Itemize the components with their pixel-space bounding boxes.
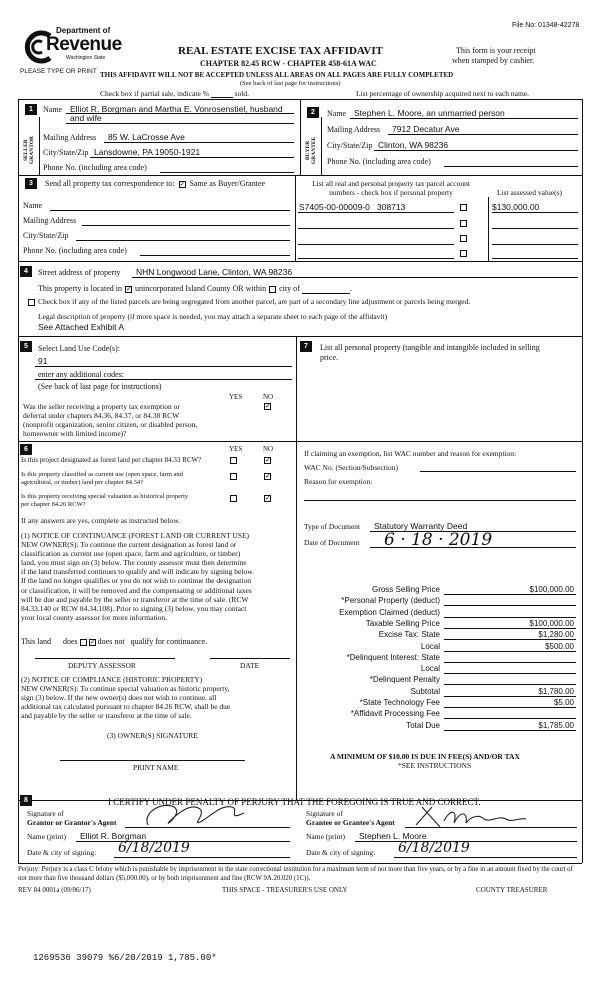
section-6-marker: 6 bbox=[20, 444, 32, 455]
receipt-line2: when stamped by cashier. bbox=[452, 56, 535, 65]
claim-exemption-label: If claiming an exemption, list WAC number and reason for exemption: bbox=[304, 449, 517, 458]
current-use-yes-checkbox[interactable] bbox=[230, 473, 237, 480]
wac-field[interactable] bbox=[420, 471, 576, 472]
buyer-mail-label: Mailing Address bbox=[327, 125, 381, 134]
section-8-marker: 8 bbox=[20, 795, 32, 806]
send-correspondence: Send all property tax correspondence to: ✓ Same as Buyer/Grantee bbox=[45, 179, 266, 188]
buyer-city[interactable]: Clinton, WA 98236 bbox=[378, 140, 449, 150]
perjury-notice: Perjury: Perjury is a class C felony which is punishable by imprisonment in the state correctional institution for a maximum term of not more than five years, or by a fine in an amount fixed by the court of not more than five thousand dollars ($5,000.00), or by both imprisonment and fine (RCW 9A.20.020 (1C)). bbox=[18, 866, 573, 882]
grantor-date[interactable]: 6/18/2019 bbox=[118, 840, 190, 856]
seller-city-label: City/State/Zip bbox=[43, 148, 89, 157]
seller-grantor-label: SELLER GRANTOR bbox=[23, 136, 35, 165]
sec6-no: NO bbox=[263, 445, 274, 453]
tax-row-label: Local bbox=[420, 641, 440, 651]
tax-row-label: Excise Tax: State bbox=[378, 630, 440, 640]
legal-desc-value[interactable]: See Attached Exhibit A bbox=[38, 322, 125, 332]
reason-field[interactable] bbox=[304, 500, 576, 501]
historical-yes-checkbox[interactable] bbox=[230, 495, 237, 502]
seller-phone-field[interactable] bbox=[160, 172, 294, 173]
please-type: PLEASE TYPE OR PRINT bbox=[20, 68, 97, 75]
notice-line: sign (3) below. If the new owner(s) does not wish to continue, all bbox=[21, 693, 217, 703]
county-treasurer: COUNTY TREASURER bbox=[476, 886, 548, 894]
tax-row-label: *State Technology Fee bbox=[359, 698, 440, 707]
forest-yes-checkbox[interactable] bbox=[230, 457, 237, 464]
grantee-signature-icon bbox=[410, 801, 530, 833]
personal-property-checkbox-3[interactable] bbox=[460, 235, 467, 242]
seller-mail[interactable]: 85 W. LaCrosse Ave bbox=[108, 132, 185, 142]
sec6-yes: YES bbox=[229, 445, 243, 453]
dor-line1: Department of bbox=[56, 26, 111, 35]
personal-property-checkbox-4[interactable] bbox=[460, 250, 467, 257]
tax-row-value[interactable]: $1,280.00 bbox=[538, 630, 574, 640]
tax-row-label: *Delinquent Penalty bbox=[369, 675, 440, 685]
partial-pct-field[interactable] bbox=[211, 90, 233, 98]
doc-date-label: Date of Document bbox=[304, 538, 360, 547]
notice-line: land, you must sign on (3) below. The county assessor must then determine bbox=[21, 558, 247, 568]
corr-phone-field[interactable] bbox=[140, 255, 290, 256]
form-warning: THIS AFFIDAVIT WILL NOT BE ACCEPTED UNLESS ALL AREAS ON ALL PAGES ARE FULLY COMPLETED bbox=[100, 71, 454, 79]
exemption-no-checkbox[interactable]: ✓ bbox=[265, 402, 271, 410]
notice-line: will be due and payable by the seller or transferor at the time of sale. (RCW bbox=[21, 594, 249, 604]
notice-line: if the land transferred continues to qualify and will indicate by signing below. bbox=[21, 567, 254, 577]
tax-row-value[interactable]: $1,785.00 bbox=[538, 720, 574, 730]
notice-line: your local county assessor for more information. bbox=[21, 612, 168, 622]
corr-mail-field[interactable] bbox=[82, 225, 290, 226]
assessed-header: List assessed value(s) bbox=[497, 188, 562, 197]
ownership-note: List percentage of ownership acquired next to each name. bbox=[356, 89, 530, 98]
seller-name-label: Name bbox=[43, 105, 63, 114]
additional-codes-label: enter any additional codes: bbox=[38, 370, 124, 379]
buyer-phone-label: Phone No. (including area code) bbox=[327, 157, 431, 166]
corr-name-label: Name bbox=[23, 201, 43, 210]
corr-city-label: City/State/Zip bbox=[23, 231, 69, 240]
seller-mail-label: Mailing Address bbox=[43, 133, 97, 142]
city-checkbox[interactable] bbox=[269, 286, 276, 293]
parcel-number[interactable]: S7405-00-00009-0 308713 bbox=[299, 202, 406, 212]
grantor-name[interactable]: Elliot R. Borgman bbox=[80, 831, 147, 841]
grantor-sig-label-1: Signature of bbox=[27, 809, 64, 818]
tax-row-label: *Affidavit Processing Fee bbox=[350, 709, 440, 719]
tax-row-label: Local bbox=[420, 664, 440, 674]
deputy-date-label: DATE bbox=[240, 661, 260, 670]
grantee-date-label: Date & city of signing: bbox=[306, 848, 376, 857]
notice-line: NEW OWNER(S): To continue the current designation as forest land or bbox=[21, 540, 237, 550]
receipt-line1: This form is your receipt bbox=[456, 46, 536, 55]
located-in: This property is located in ✓ unincorporated Island County OR within city of . bbox=[38, 284, 352, 293]
grantor-date-label: Date & city of signing: bbox=[27, 848, 97, 857]
street-label: Street address of property bbox=[38, 268, 121, 277]
deputy-assessor-sig[interactable] bbox=[35, 658, 175, 659]
tax-row-label: Subtotal bbox=[410, 686, 440, 696]
tax-row-value[interactable]: $1,780.00 bbox=[538, 686, 574, 696]
deputy-date-field[interactable] bbox=[210, 658, 290, 659]
notice-continuance bbox=[21, 531, 254, 622]
sec5-no: NO bbox=[263, 393, 274, 401]
grantee-name-label: Name (print) bbox=[306, 832, 345, 841]
tax-row-label: Taxable Selling Price bbox=[365, 618, 440, 628]
exemption-question: Was the seller receiving a property tax exemption or deferral under chapters 84.36, 84.37, or 84.38 RCW (nonprofit organization, senior citizen, or disabled person, homeowner with limited income)? bbox=[23, 402, 198, 438]
buyer-city-label: City/State/Zip bbox=[327, 141, 373, 150]
same-as-buyer-checkbox[interactable]: ✓ bbox=[179, 179, 186, 188]
buyer-grantee-label: BUYER GRANTEE bbox=[305, 136, 317, 164]
grantee-sig-label-1: Signature of bbox=[306, 809, 343, 818]
grantor-signature-icon bbox=[140, 799, 250, 833]
current-use-no-checkbox[interactable]: ✓ bbox=[265, 472, 271, 480]
notice-line: NEW OWNER(S): To continue special valuation as historic property, bbox=[21, 684, 230, 694]
see-back-header: (See back of last page for instructions) bbox=[240, 80, 341, 87]
parcel-header-1: List all real and personal property tax parcel account bbox=[312, 179, 470, 188]
deputy-assessor-label: DEPUTY ASSESSOR bbox=[68, 661, 136, 670]
form-subtitle: CHAPTER 82.45 RCW - CHAPTER 458-61A WAC bbox=[200, 59, 377, 68]
dor-logo-text: Revenue bbox=[46, 34, 122, 55]
seller-city[interactable]: Lansdowne, PA 19050-1921 bbox=[94, 147, 201, 157]
personal-property-label: List all personal property (tangible and intangible included in selling price. bbox=[320, 343, 540, 362]
print-name-field[interactable] bbox=[60, 760, 245, 761]
street-address[interactable]: NHN Longwood Lane, Clinton, WA 98236 bbox=[136, 267, 293, 277]
form-revision: REV 84 0001a (09/06/17) bbox=[18, 886, 91, 894]
tax-row-label: Exemption Claimed (deduct) bbox=[339, 607, 440, 617]
form-title: REAL ESTATE EXCISE TAX AFFIDAVIT bbox=[178, 45, 383, 57]
grantee-sig-label-2: Grantee or Grantee's Agent bbox=[306, 818, 395, 827]
reason-label: Reason for exemption: bbox=[304, 477, 373, 486]
historical-no-checkbox[interactable]: ✓ bbox=[265, 494, 271, 502]
assessed-value[interactable]: $130,000.00 bbox=[492, 202, 540, 212]
section-4-marker: 4 bbox=[20, 266, 32, 277]
corr-name-field[interactable] bbox=[50, 210, 290, 211]
if-yes-note: If any answers are yes, complete as instructed below. bbox=[21, 516, 181, 525]
notice-line: If the land no longer qualifies or you do not wish to continue the designation bbox=[21, 576, 251, 586]
corr-mail-label: Mailing Address bbox=[23, 216, 77, 225]
section-5-marker: 5 bbox=[20, 341, 32, 352]
historical-question: Is this property receiving special valuation as historical property per chapter 84.26 RCW? bbox=[21, 493, 189, 508]
treasurer-stamp: 1269536 39079 %6/20/2019 1,785.00* bbox=[33, 953, 217, 963]
tax-row-label: *Personal Property (deduct) bbox=[341, 596, 440, 606]
segregated-note: Check box if any of the listed parcels are being segregated from another parcel, are part of a secondary line adjustment or parcels being merged. bbox=[38, 297, 471, 306]
continuance-line: This land does ✓ does not qualify for continuance. bbox=[21, 637, 208, 646]
print-name-label: PRINT NAME bbox=[133, 763, 179, 772]
seller-name[interactable]: Elliot R. Borgman and Martha E. Vonrosenstiel, husband bbox=[70, 104, 283, 114]
buyer-phone-field[interactable] bbox=[444, 166, 578, 167]
tax-row-value[interactable]: $5.00 bbox=[553, 698, 574, 707]
corr-city-field[interactable] bbox=[76, 240, 290, 241]
buyer-name[interactable]: Stephen L. Moore, an unmarried person bbox=[354, 108, 505, 118]
segregated-checkbox[interactable] bbox=[28, 299, 35, 306]
section-2-marker: 2 bbox=[307, 107, 319, 118]
see-back-5: (See back of last page for instructions) bbox=[38, 382, 162, 391]
does-not-checkbox[interactable]: ✓ bbox=[89, 637, 96, 646]
grantor-name-label: Name (print) bbox=[27, 832, 66, 841]
additional-codes-field[interactable] bbox=[35, 379, 292, 380]
current-use-question: Is this property classified as current use (open space, farm and agricultural, or timber) land per chapter 84.34? bbox=[21, 471, 183, 486]
notice-line: classification as current use (open space, farm and agriculture, or timber) bbox=[21, 549, 241, 559]
notice-compliance bbox=[21, 675, 230, 720]
tax-row-label: *Delinquent Interest: State bbox=[346, 652, 440, 662]
grantee-name[interactable]: Stephen L. Moore bbox=[359, 831, 427, 841]
partial-sale: Check box if partial sale, indicate % sold. bbox=[100, 89, 250, 98]
doc-type-label: Type of Document bbox=[304, 522, 361, 531]
minimum-fee-note: A MINIMUM OF $10.00 IS DUE IN FEE(S) AND/OR TAX bbox=[330, 752, 520, 761]
notice-line: and payable by the seller or transferor at the time of sale. bbox=[21, 711, 192, 721]
wac-label: WAC No. (Section/Subsection) bbox=[304, 463, 398, 472]
notice-line: 84.33.140 or RCW 84.34.108). Prior to signing (3) below, you may contact bbox=[21, 603, 247, 613]
section-1-marker: 1 bbox=[25, 104, 37, 115]
sec5-yes: YES bbox=[229, 393, 243, 401]
treasurer-space: THIS SPACE - TREASURER'S USE ONLY bbox=[222, 886, 348, 894]
notice-line: or classification, it will be removed and the compensating or additional taxes bbox=[21, 585, 252, 595]
does-checkbox[interactable] bbox=[80, 639, 87, 646]
parcel-header-2: numbers - check box if personal property bbox=[329, 188, 453, 197]
section-7-marker: 7 bbox=[300, 341, 312, 352]
notice-line: (2) NOTICE OF COMPLIANCE (HISTORIC PROPERTY) bbox=[21, 675, 203, 684]
grantee-date[interactable]: 6/18/2019 bbox=[398, 840, 470, 856]
tax-row-value[interactable]: $500.00 bbox=[545, 641, 574, 651]
buyer-mail[interactable]: 7912 Decatur Ave bbox=[392, 124, 460, 134]
section-3-marker: 3 bbox=[25, 178, 37, 189]
city-field[interactable] bbox=[302, 284, 350, 294]
buyer-name-label: Name bbox=[327, 109, 347, 118]
tax-row-label: Total Due bbox=[406, 720, 440, 730]
file-number: File No: 01348-42278 bbox=[512, 22, 580, 29]
land-use-code[interactable]: 91 bbox=[38, 356, 48, 366]
see-instructions: *SEE INSTRUCTIONS bbox=[398, 761, 472, 770]
forest-no-checkbox[interactable]: ✓ bbox=[265, 456, 271, 464]
personal-property-checkbox-2[interactable] bbox=[460, 220, 467, 227]
unincorporated-checkbox[interactable]: ✓ bbox=[125, 284, 132, 293]
tax-row-label: Gross Selling Price bbox=[371, 585, 440, 594]
land-use-label: Select Land Use Code(s): bbox=[38, 344, 120, 353]
dor-logo bbox=[20, 26, 130, 68]
seller-name-cont[interactable]: and wife bbox=[70, 113, 102, 123]
seller-phone-label: Phone No. (including area code) bbox=[43, 163, 147, 172]
grantor-sig-label-2: Grantor or Grantor's Agent bbox=[27, 818, 117, 827]
forest-question: Is this project designated as forest land per chapter 84.33 RCW? bbox=[21, 456, 202, 464]
notice-line: (1) NOTICE OF CONTINUANCE (FOREST LAND OR CURRENT USE) bbox=[21, 531, 250, 540]
tax-row-value[interactable]: $100,000.00 bbox=[529, 585, 574, 594]
personal-property-checkbox-1[interactable] bbox=[460, 204, 467, 211]
dor-state: Washington State bbox=[66, 55, 106, 61]
certify-statement: I CERTIFY UNDER PENALTY OF PERJURY THAT THE FOREGOING IS TRUE AND CORRECT. bbox=[108, 797, 481, 807]
tax-row-value[interactable]: $100,000.00 bbox=[529, 618, 574, 628]
legal-desc-label: Legal description of property (if more space is needed, you may attach a separate sheet to each page of the affidavit) bbox=[38, 312, 388, 321]
owner-signature-label: (3) OWNER(S) SIGNATURE bbox=[107, 731, 198, 740]
doc-type[interactable]: Statutory Warranty Deed bbox=[374, 521, 468, 531]
notice-line: additional tax calculated pursuant to chapter 84.26 RCW, shall be due bbox=[21, 702, 231, 712]
corr-phone-label: Phone No. (including area code) bbox=[23, 246, 127, 255]
doc-date[interactable]: 6 · 18 · 2019 bbox=[384, 530, 493, 550]
